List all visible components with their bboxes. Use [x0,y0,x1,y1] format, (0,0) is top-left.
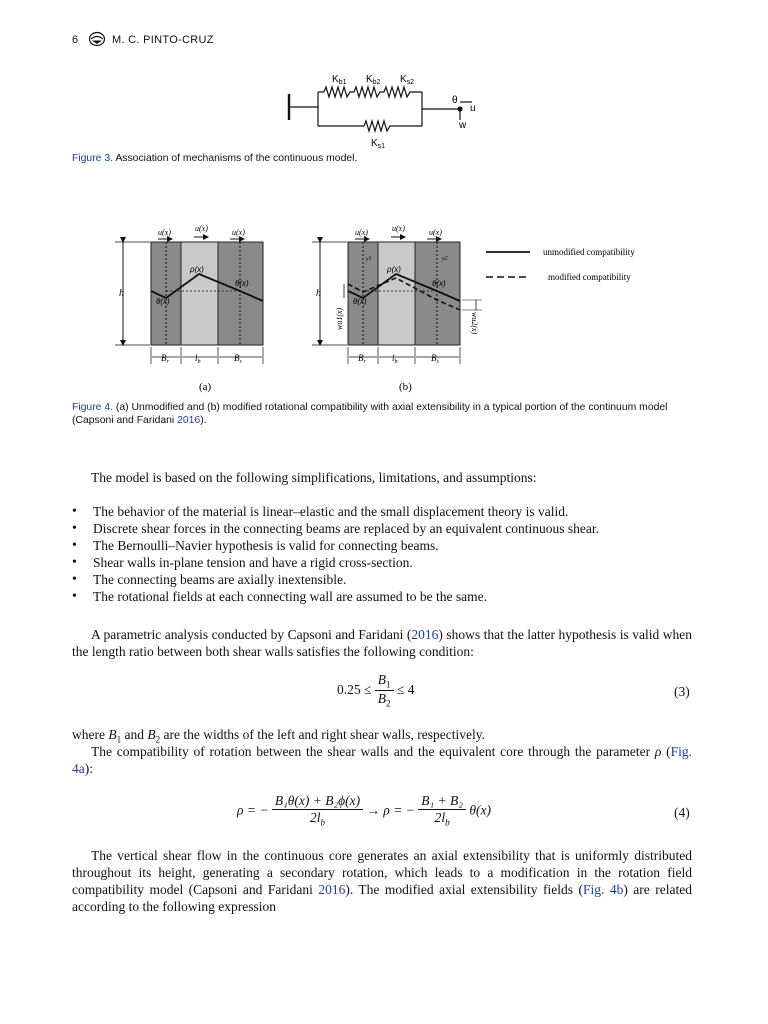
para1-text: A parametric analysis conducted by Capsoni and Faridani ( [91,627,412,642]
journal-logo-icon [88,31,106,50]
b-rho-label: ρ(x) [387,265,401,274]
eq4-denominator-1-sub: b [320,817,325,828]
a-ux-mid: u(x) [195,224,208,233]
a-lb-label: $l_b$ [195,353,201,365]
panel-a-label: (a) [199,381,212,393]
eq4-numerator-1: B₁θ(x) + B₂ϕ(x) [272,793,363,810]
spring-ks2-label: $K_{s2}$ [400,74,415,86]
eq4-denominator-2-sub: b [445,817,450,828]
eq4-numerator-2: B₁ + B₂ [418,793,466,810]
eq4-number: (4) [674,805,690,820]
dof-u-label: u [470,103,476,114]
b-br-label: $B_r$ [358,353,366,365]
page-number: 6 [72,34,79,46]
list-item: • The behavior of the material is linear–elastic and the small displacement theory is valid. [72,503,692,520]
where-b1-sub: 1 [116,734,122,745]
where-text: where [72,727,109,742]
b-h-label: h [316,288,321,299]
b-lb-label: $l_b$ [392,353,398,365]
eq3-numerator-sub: 1 [386,679,391,690]
b-ux-left: u(x) [355,228,368,237]
eq3-denominator-sub: 2 [386,698,391,709]
list-item: • The rotational fields at each connecting wall are assumed to be the same. [72,588,692,605]
para2-close: ): [84,761,93,776]
b-theta-right: θ(x) [432,279,446,288]
para2-rho: ρ [654,744,662,759]
b-wu2-label: wu2(x) [470,312,479,335]
spring-kb1-label: $K_{b1}$ [332,74,347,86]
a-bs-label: $B_s$ [234,353,242,365]
a-br-label: $B_r$ [161,353,169,365]
legend-unmodified: unmodified compatibility [543,247,635,257]
para3-text: The vertical shear flow in the continuous core generates an axial extensibility that is uniformly distributed throughout its height, generating a secondary rotation, which leads to a modification in the rotation field compatibility model (Capsoni and Faridani [72,848,692,897]
a-theta-left: θ(x) [156,297,170,306]
eq4-rho: ρ = − [237,802,269,818]
list-item: • The Bernoulli–Navier hypothesis is valid for connecting beams. [72,537,692,554]
figure-3-diagram [280,66,490,150]
where-text-end: are the widths of the left and right shear walls, respectively. [160,727,485,742]
b-ux-right: u(x) [429,228,442,237]
dof-theta-label: θ [452,95,458,106]
para1-text-end: ) shows that the latter hypothesis is valid when the length ratio between both shear walls satisfies the following condition: [72,627,692,659]
compatibility-paragraph [72,743,692,777]
a-ux-left: u(x) [158,228,171,237]
legend-modified: modified compatibility [548,272,631,282]
figure-3-label: Figure 3. [72,153,114,164]
list-item: • Discrete shear forces in the connecting beams are replaced by an equivalent continuous shear. [72,520,692,537]
figure-4-label: Figure 4. [72,402,114,413]
b-wu1-label: wu1(x) [335,307,344,330]
panel-a [115,237,263,364]
eq3-numerator: B [377,672,387,687]
a-h-label: h [119,288,124,299]
para1-citation-link[interactable]: 2016 [411,627,439,642]
list-item: • Shear walls in-plane tension and have a rigid cross-section. [72,554,692,571]
figure-4-caption-text: (a) Unmodified and (b) modified rotational compatibility with axial extensibility in a typical portion of the continuum model (Capsoni and Faridani [72,402,668,426]
eq4-theta: θ(x) [469,802,491,818]
eq4-denominator-1: 2l [309,810,321,825]
eq3-right: ≤ 4 [396,682,415,698]
para3-text-end: ) are related according to the following expression [72,882,692,914]
figure-3-caption [72,152,696,165]
b-y1-label: y1 [366,256,372,262]
para2-open: ( [661,744,671,759]
para3-citation-link[interactable]: 2016 [318,882,346,897]
equation-4 [0,793,768,835]
running-author: M. C. PINTO-CRUZ [112,34,214,46]
a-rho-label: ρ(x) [190,265,204,274]
eq3-number: (3) [674,684,690,699]
b-theta-left: θ(x) [353,297,367,306]
equation-3 [0,672,768,714]
para2-text: The compatibility of rotation between the shear walls and the equivalent core through the parameter [91,744,655,759]
para3-text-mid: ). The modified axial extensibility fields ( [345,882,583,897]
where-b2: B [147,727,156,742]
b-y2-label: y2 [442,256,448,262]
a-theta-right: θ(x) [235,279,249,288]
where-b1: B [108,727,117,742]
eq3-fraction [375,672,394,708]
panel-b-label: (b) [399,381,412,393]
figure-4-legend [486,247,635,282]
fig-4b-link[interactable]: Fig. 4b [582,882,624,897]
figure-4-diagram [106,218,678,396]
where-and: and [121,727,148,742]
figure-3-caption-text: Association of mechanisms of the continuous model. [115,153,358,164]
eq4-fraction-1 [272,793,363,828]
where-b2-sub: 2 [155,734,161,745]
spring-kb2-label: $K_{b2}$ [366,74,381,86]
list-item: • The connecting beams are axially inextensible. [72,571,692,588]
shear-flow-paragraph [72,847,692,915]
b-bs-label: $B_s$ [431,353,439,365]
panel-b [312,237,482,364]
fig-4a-link[interactable]: Fig. 4a [72,744,692,776]
parametric-paragraph [72,626,692,660]
eq4-denominator-2: 2l [434,810,446,825]
figure-4-citation-year-link[interactable]: 2016 [177,415,201,426]
spring-ks1-label: $K_{s1}$ [371,138,386,150]
eq4-fraction-2 [418,793,466,828]
eq3-left: 0.25 ≤ [337,682,372,698]
assumption-list [72,503,692,605]
intro-paragraph: The model is based on the following simplifications, limitations, and assumptions: [91,470,537,485]
b-ux-mid: u(x) [392,224,405,233]
eq3-denominator: B [377,690,387,706]
figure-4-caption [72,401,696,427]
a-ux-right: u(x) [232,228,245,237]
dof-w-label: w [459,120,467,131]
eq4-arrow: → ρ = − [366,802,415,818]
figure-4-caption-end: ). [200,415,207,426]
